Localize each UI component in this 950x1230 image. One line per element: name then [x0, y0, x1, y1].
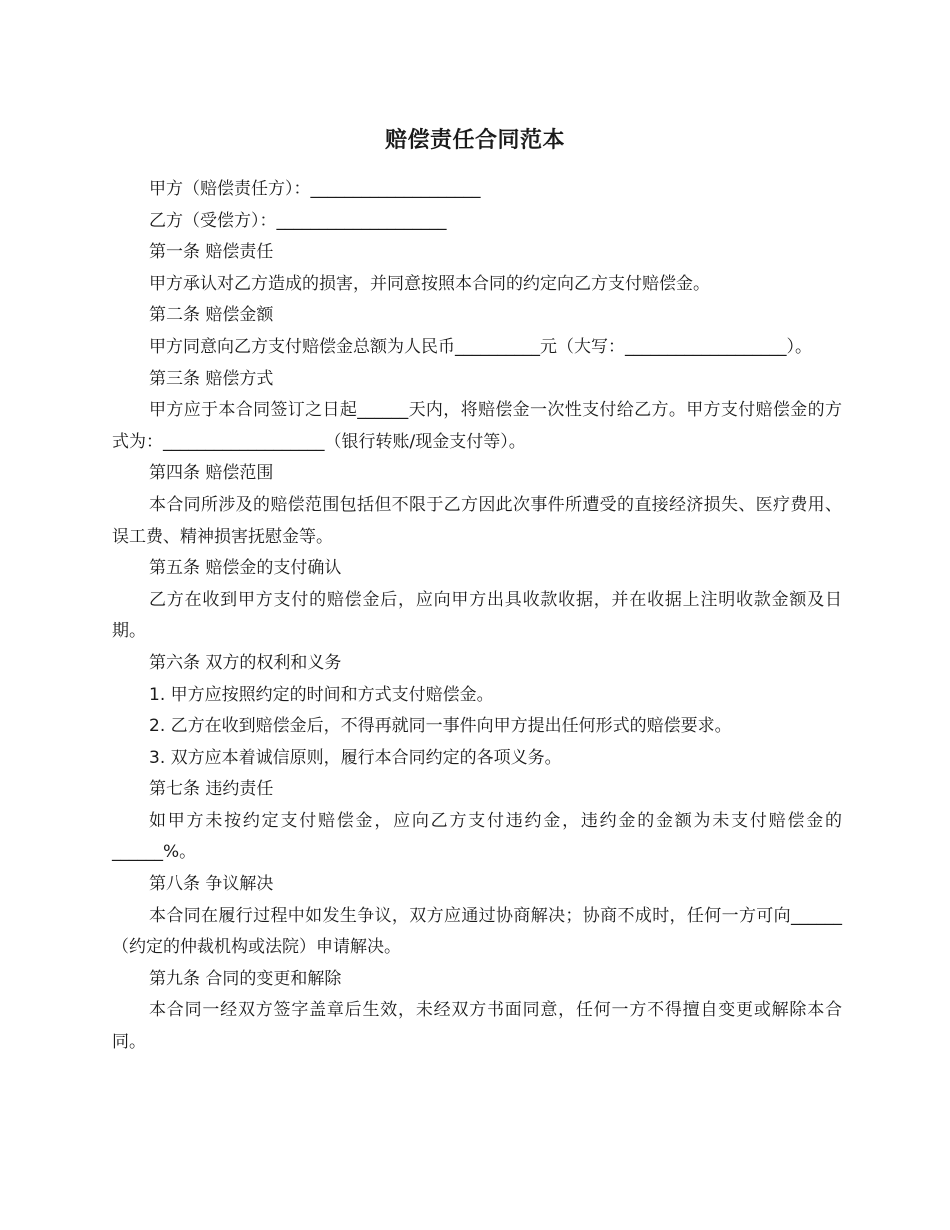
article-5-text: 乙方在收到甲方支付的赔偿金后，应向甲方出具收款收据，并在收据上注明收款金额及日期。 — [112, 589, 842, 642]
article-1-text: 甲方承认对乙方造成的损害，并同意按照本合同的约定向乙方支付赔偿金。 — [149, 273, 710, 294]
document-title: 赔偿责任合同范本 — [384, 128, 565, 153]
article-2-heading: 第二条 赔偿金额 — [149, 305, 274, 326]
article-6-item-1: 1. 甲方应按照约定的时间和方式支付赔偿金。 — [149, 684, 494, 705]
article-6-item-2: 2. 乙方在收到赔偿金后，不得再就同一事件向甲方提出任何形式的赔偿要求。 — [149, 716, 732, 737]
article-3-text: 甲方应于本合同签订之日起______天内，将赔偿金一次性支付给乙方。甲方支付赔偿金的方式为：___________________（银行转账/现金支付等）。 — [112, 400, 842, 452]
article-8-heading: 第八条 争议解决 — [149, 874, 274, 895]
article-9-heading: 第九条 合同的变更和解除 — [149, 968, 342, 989]
article-8-text: 本合同在履行过程中如发生争议，双方应通过协商解决；协商不成时，任何一方可向______（约定的仲裁机构或法院）申请解决。 — [112, 905, 842, 958]
article-9-text: 本合同一经双方签字盖章后生效，未经双方书面同意，任何一方不得擅自变更或解除本合同。 — [112, 1000, 842, 1053]
article-5-heading: 第五条 赔偿金的支付确认 — [149, 558, 342, 579]
party-b-line: 乙方（受偿方）：____________________ — [149, 210, 447, 231]
article-7-text: 如甲方未按约定支付赔偿金，应向乙方支付违约金，违约金的金额为未支付赔偿金的______%。 — [112, 810, 842, 863]
article-2-text: 甲方同意向乙方支付赔偿金总额为人民币__________元（大写：___________________）。 — [149, 336, 812, 357]
article-3-heading: 第三条 赔偿方式 — [149, 368, 274, 389]
article-6-heading: 第六条 双方的权利和义务 — [149, 652, 342, 673]
article-1-heading: 第一条 赔偿责任 — [149, 242, 274, 263]
party-a-line: 甲方（赔偿责任方）：____________________ — [149, 179, 481, 199]
article-7-heading: 第七条 违约责任 — [149, 779, 274, 800]
document-body — [112, 174, 842, 1059]
article-4-heading: 第四条 赔偿范围 — [149, 463, 274, 484]
article-4-text: 本合同所涉及的赔偿范围包括但不限于乙方因此次事件所遭受的直接经济损失、医疗费用、误工费、精神损害抚慰金等。 — [112, 494, 842, 547]
article-6-item-3: 3. 双方应本着诚信原则，履行本合同约定的各项义务。 — [149, 747, 562, 768]
